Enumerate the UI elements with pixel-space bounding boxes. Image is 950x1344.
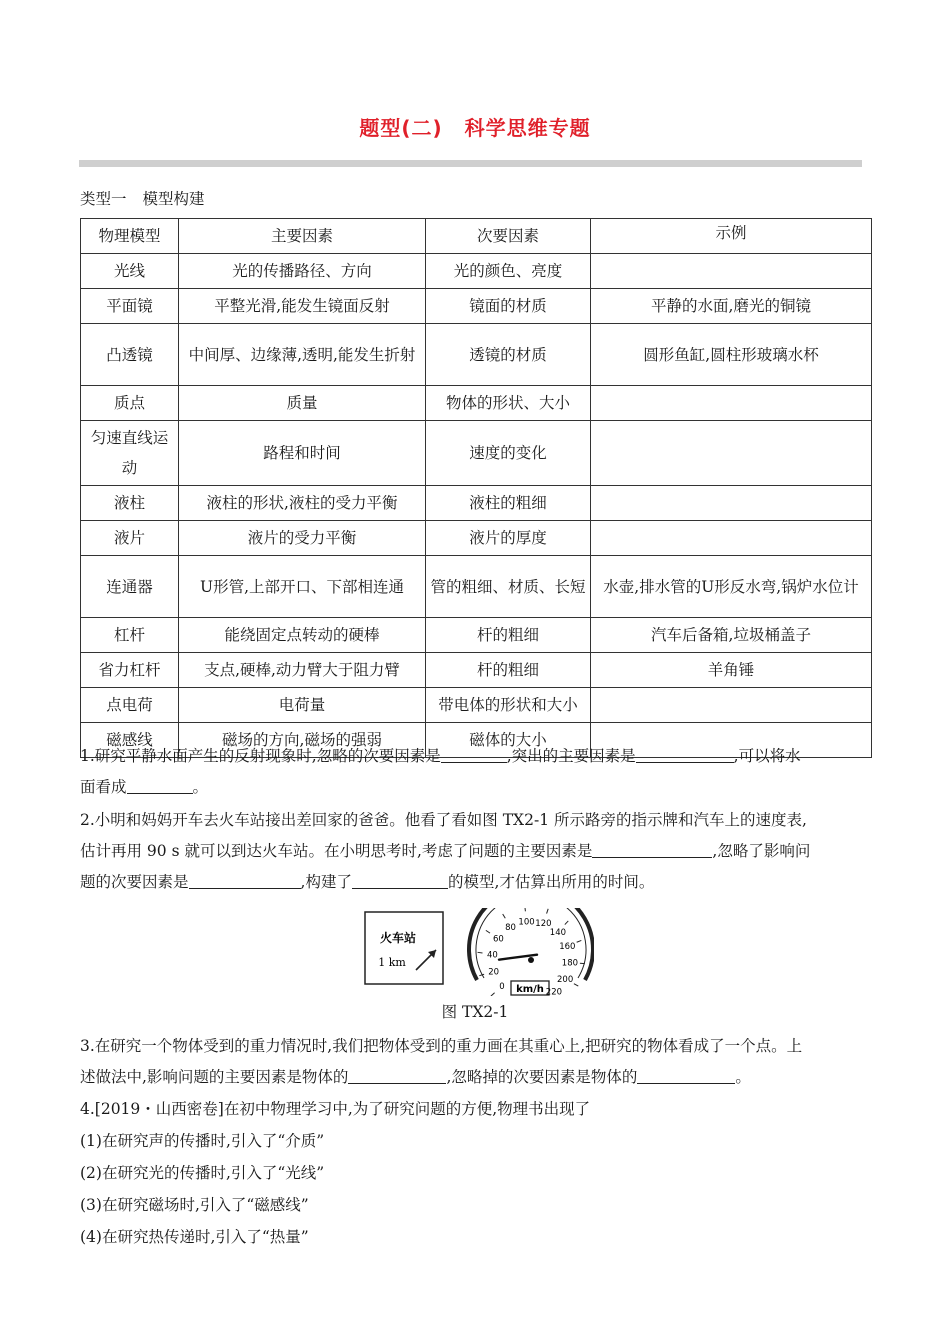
table-cell: 点电荷: [81, 688, 179, 723]
table-row: [81, 289, 872, 324]
gauge-tick-label: 180: [561, 958, 579, 969]
table-cell: 杆的粗细: [426, 653, 591, 688]
answer-blank[interactable]: [352, 870, 448, 889]
list-item: (1)在研究声的传播时,引入了“介质”: [80, 1132, 325, 1150]
table-cell: 水壶,排水管的U形反水弯,锅炉水位计: [591, 556, 872, 618]
question-text: ,忽略了影响问: [712, 842, 811, 860]
question-text: ,构建了: [300, 873, 352, 891]
table-cell: 镜面的材质: [426, 289, 591, 324]
table-cell: 磁感线: [81, 723, 179, 758]
gauge-tick: [574, 984, 578, 986]
answer-blank[interactable]: [348, 1065, 446, 1084]
table-row: [81, 618, 872, 653]
section-label: 类型一: [80, 190, 127, 208]
table-row: [81, 421, 872, 486]
table-cell: 质点: [81, 386, 179, 421]
table-cell: 质量: [179, 386, 426, 421]
gauge-tick: [478, 952, 483, 953]
section-name: 模型构建: [142, 190, 205, 208]
question-text: 估计再用 90 s 就可以到达火车站。在小明思考时,考虑了问题的主要因素是: [80, 842, 593, 860]
table-cell: 液柱的形状,液柱的受力平衡: [179, 486, 426, 521]
table-cell: 连通器: [81, 556, 179, 618]
table-cell: 凸透镜: [81, 324, 179, 386]
station-sign: [365, 912, 443, 984]
speedometer: [469, 908, 593, 996]
table-cell: 省力杠杆: [81, 653, 179, 688]
table-cell: 杆的粗细: [426, 618, 591, 653]
unit-label: km/h: [516, 984, 544, 995]
table-row: [81, 486, 872, 521]
figure-illustration: [364, 908, 594, 996]
table-cell: [591, 386, 872, 421]
gauge-tick: [577, 940, 582, 942]
question-text: 。: [192, 778, 209, 796]
table-cell: [591, 688, 872, 723]
figure-tx2-1: [364, 908, 594, 996]
question-4: [80, 1094, 872, 1253]
question-text: 的模型,才估算出所用的时间。: [447, 873, 655, 891]
question-3: [80, 1031, 872, 1093]
table-cell: 液片的厚度: [426, 521, 591, 556]
header-cell: 物理模型: [81, 219, 179, 254]
model-table: [80, 218, 872, 758]
table-cell: [591, 254, 872, 289]
table-row: [81, 556, 872, 618]
gauge-tick: [503, 914, 506, 918]
gauge-tick-label: 140: [549, 927, 567, 938]
gauge-tick-label: 20: [488, 967, 500, 978]
answer-blank[interactable]: [637, 1065, 735, 1084]
table-cell: 管的粗细、材质、长短: [426, 556, 591, 618]
sign-title: 火车站: [379, 931, 417, 945]
question-text: ,突出的主要因素是: [506, 747, 636, 765]
table-cell: 透镜的材质: [426, 324, 591, 386]
question-text: 。: [735, 1068, 751, 1086]
table-cell: 能绕固定点转动的硬棒: [179, 618, 426, 653]
table-row: [81, 653, 872, 688]
gauge-tick: [491, 993, 495, 996]
table-cell: [591, 486, 872, 521]
table-cell: 物体的形状、大小: [426, 386, 591, 421]
table-cell: 羊角锤: [591, 653, 872, 688]
gauge-tick-label: 120: [535, 919, 552, 930]
gauge-tick: [525, 908, 526, 911]
question-text: 述做法中,影响问题的主要因素是物体的: [80, 1068, 349, 1086]
table-cell: 电荷量: [179, 688, 426, 723]
page-title: [0, 112, 950, 141]
title-part1: 题型(二): [359, 116, 443, 140]
table-cell: U形管,上部开口、下部相连通: [179, 556, 426, 618]
table-header-row: [81, 219, 872, 254]
gauge-tick: [565, 921, 568, 925]
table-cell: 液片: [81, 521, 179, 556]
answer-blank[interactable]: [592, 839, 712, 858]
table-cell: 光线: [81, 254, 179, 289]
list-item: (3)在研究磁场时,引入了“磁感线”: [80, 1196, 309, 1214]
question-text: ,可以将水: [733, 747, 801, 765]
question-text: ,忽略掉的次要因素是物体的: [446, 1068, 638, 1086]
question-text: 4.[2019・山西密卷]在初中物理学习中,为了研究问题的方便,物理书出现了: [80, 1100, 591, 1118]
question-text: 2.小明和妈妈开车去火车站接出差回家的爸爸。他看了看如图 TX2-1 所示路旁的指示牌和汽车上的速度表,: [80, 811, 807, 829]
question-text: 面看成: [80, 778, 127, 796]
question-text: 1.研究平静水面产生的反射现象时,忽略的次要因素是: [80, 747, 441, 765]
figure-caption: 图 TX2-1: [441, 1003, 509, 1021]
table-row: [81, 254, 872, 289]
table-cell: 光的颜色、亮度: [426, 254, 591, 289]
table-cell: [591, 521, 872, 556]
answer-blank[interactable]: [127, 775, 193, 794]
gauge-tick-label: 40: [486, 950, 498, 961]
table-cell: 杠杆: [81, 618, 179, 653]
list-item: (2)在研究光的传播时,引入了“光线”: [80, 1164, 325, 1182]
table-cell: 支点,硬棒,动力臂大于阻力臂: [179, 653, 426, 688]
table-cell: 磁场的方向,磁场的强弱: [179, 723, 426, 758]
question-1: [80, 741, 872, 803]
gauge-tick-label: 0: [499, 982, 505, 993]
table-cell: 平静的水面,磨光的铜镜: [591, 289, 872, 324]
answer-blank[interactable]: [189, 870, 301, 889]
answer-blank[interactable]: [441, 744, 507, 763]
table-cell: 液柱: [81, 486, 179, 521]
title-part2: 科学思维专题: [464, 116, 591, 140]
table-cell: 匀速直线运动: [81, 421, 179, 486]
header-cell: 示例: [591, 219, 872, 254]
table-row: [81, 521, 872, 556]
gauge-tick-label: 220: [545, 987, 563, 996]
gauge-tick-label: 80: [505, 922, 516, 933]
gauge-tick: [547, 909, 549, 914]
table-cell: 磁体的大小: [426, 723, 591, 758]
table-row: [81, 386, 872, 421]
gauge-tick: [479, 974, 484, 975]
table-cell: 带电体的形状和大小: [426, 688, 591, 723]
gauge-hub: [528, 957, 534, 963]
title-divider: [79, 160, 862, 167]
question-2: [80, 805, 872, 898]
header-cell: 次要因素: [426, 219, 591, 254]
table-cell: 中间厚、边缘薄,透明,能发生折射: [179, 324, 426, 386]
table-cell: [591, 421, 872, 486]
table-cell: 平整光滑,能发生镜面反射: [179, 289, 426, 324]
gauge-tick: [486, 930, 490, 933]
table-cell: 汽车后备箱,垃圾桶盖子: [591, 618, 872, 653]
table-row: [81, 688, 872, 723]
table-cell: 光的传播路径、方向: [179, 254, 426, 289]
section-heading: [80, 187, 205, 209]
table-cell: 液柱的粗细: [426, 486, 591, 521]
gauge-tick-label: 60: [492, 934, 504, 945]
gauge-tick-label: 200: [557, 974, 574, 985]
gauge-tick-label: 160: [559, 941, 576, 952]
question-text: 3.在研究一个物体受到的重力情况时,我们把物体受到的重力画在其重心上,把研究的物体看成了一个点。上: [80, 1037, 803, 1055]
answer-blank[interactable]: [636, 744, 734, 763]
table-cell: 平面镜: [81, 289, 179, 324]
table-row: [81, 324, 872, 386]
list-item: (4)在研究热传递时,引入了“热量”: [80, 1228, 309, 1246]
table-cell: 液片的受力平衡: [179, 521, 426, 556]
gauge-tick-label: 100: [518, 917, 535, 928]
table-cell: 路程和时间: [179, 421, 426, 486]
question-text: 题的次要因素是: [80, 873, 189, 891]
table-cell: 圆形鱼缸,圆柱形玻璃水杯: [591, 324, 872, 386]
header-cell: 主要因素: [179, 219, 426, 254]
table-cell: 速度的变化: [426, 421, 591, 486]
sign-distance: 1 km: [378, 956, 406, 969]
